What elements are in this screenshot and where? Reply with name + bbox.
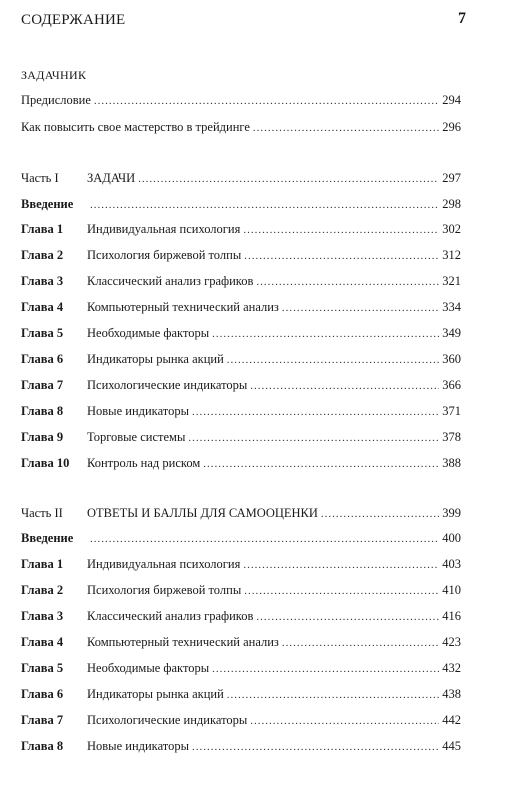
- toc-part-1-chapter[interactable]: [21, 248, 461, 264]
- chapter-page: 423: [442, 635, 461, 649]
- chapter-label: Глава 6: [21, 687, 64, 701]
- chapter-title: Индикаторы рынка акций: [87, 352, 224, 366]
- chapter-label: Глава 2: [21, 583, 64, 597]
- chapter-page: 410: [442, 583, 461, 597]
- part-title: ОТВЕТЫ И БАЛЛЫ ДЛЯ САМООЦЕНКИ: [87, 506, 318, 520]
- dot-leader: [321, 508, 439, 520]
- chapter-page: 360: [442, 352, 461, 366]
- toc-entry-title: Предисловие: [21, 93, 91, 107]
- chapter-title: Классический анализ графиков: [87, 609, 254, 623]
- chapter-label: Глава 2: [21, 248, 64, 262]
- chapter-title: Индивидуальная психология: [87, 557, 241, 571]
- chapter-page: 438: [442, 687, 461, 701]
- section-heading-zadachnik: ЗАДАЧНИК: [21, 68, 87, 82]
- dot-leader: [227, 354, 439, 366]
- dot-leader: [212, 328, 439, 340]
- chapter-title: Индикаторы рынка акций: [87, 687, 224, 701]
- toc-part-1-chapter[interactable]: [21, 300, 461, 316]
- toc-part-2-chapter[interactable]: [21, 687, 461, 703]
- toc-part-1-chapter[interactable]: [21, 274, 461, 290]
- dot-leader: [188, 432, 439, 444]
- dot-leader: [250, 380, 439, 392]
- chapter-page: 388: [442, 456, 461, 470]
- chapter-label: Глава 4: [21, 635, 64, 649]
- chapter-page: 445: [442, 739, 461, 753]
- dot-leader: [243, 224, 439, 236]
- chapter-title: Необходимые факторы: [87, 326, 210, 340]
- toc-part-1[interactable]: [21, 171, 461, 187]
- chapter-page: 442: [442, 713, 461, 727]
- toc-part-2-intro[interactable]: [21, 531, 461, 547]
- toc-entry-page: 296: [442, 120, 461, 134]
- chapter-page: 366: [442, 378, 461, 392]
- chapter-label: Глава 7: [21, 378, 64, 392]
- dot-leader: [138, 173, 439, 185]
- chapter-label: Глава 9: [21, 430, 64, 444]
- chapter-label: Глава 1: [21, 557, 64, 571]
- toc-part-1-intro[interactable]: [21, 197, 461, 213]
- toc-entry-mastery[interactable]: [21, 120, 461, 136]
- part-page: 399: [442, 506, 461, 520]
- dot-leader: [244, 250, 439, 262]
- dot-leader: [253, 122, 439, 134]
- dot-leader: [282, 302, 439, 314]
- chapter-page: 371: [442, 404, 461, 418]
- toc-entry-preface[interactable]: [21, 93, 461, 109]
- dot-leader: [94, 95, 439, 107]
- chapter-page: 334: [442, 300, 461, 314]
- toc-part-1-chapter[interactable]: [21, 222, 461, 238]
- chapter-label: Глава 6: [21, 352, 64, 366]
- chapter-title: Торговые системы: [87, 430, 186, 444]
- chapter-title: Классический анализ графиков: [87, 274, 254, 288]
- part-label: Часть I: [21, 171, 59, 185]
- chapter-page: 302: [442, 222, 461, 236]
- chapter-page: 312: [442, 248, 461, 262]
- part-label: Часть II: [21, 506, 63, 520]
- chapter-page: 403: [442, 557, 461, 571]
- toc-part-1-chapter[interactable]: [21, 378, 461, 394]
- dot-leader: [282, 637, 439, 649]
- toc-part-2-chapter[interactable]: [21, 583, 461, 599]
- dot-leader: [90, 199, 439, 211]
- chapter-label: Глава 1: [21, 222, 64, 236]
- dot-leader: [192, 741, 439, 753]
- chapter-label: Глава 5: [21, 326, 64, 340]
- chapter-label: Глава 3: [21, 609, 64, 623]
- chapter-label: Глава 10: [21, 456, 70, 470]
- chapter-title: Психология биржевой толпы: [87, 248, 242, 262]
- toc-part-1-chapter[interactable]: [21, 456, 461, 472]
- intro-page: 400: [442, 531, 461, 545]
- chapter-page: 432: [442, 661, 461, 675]
- running-header-page-number: 7: [458, 10, 466, 27]
- chapter-page: 416: [442, 609, 461, 623]
- toc-part-2-chapter[interactable]: [21, 557, 461, 573]
- toc-part-2[interactable]: [21, 506, 461, 522]
- toc-part-2-chapter[interactable]: [21, 635, 461, 651]
- dot-leader: [192, 406, 439, 418]
- dot-leader: [243, 559, 439, 571]
- intro-label: Введение: [21, 531, 74, 545]
- toc-entry-title: Как повысить свое мастерство в трейдинге: [21, 120, 250, 134]
- toc-part-1-chapter[interactable]: [21, 430, 461, 446]
- toc-part-2-chapter[interactable]: [21, 713, 461, 729]
- chapter-label: Глава 3: [21, 274, 64, 288]
- toc-entry-page: 294: [442, 93, 461, 107]
- toc-part-1-chapter[interactable]: [21, 352, 461, 368]
- toc-part-1-chapter[interactable]: [21, 326, 461, 342]
- chapter-label: Глава 8: [21, 739, 64, 753]
- chapter-page: 349: [442, 326, 461, 340]
- dot-leader: [256, 276, 439, 288]
- dot-leader: [256, 611, 439, 623]
- part-title: ЗАДАЧИ: [87, 171, 136, 185]
- chapter-label: Глава 4: [21, 300, 64, 314]
- dot-leader: [90, 533, 439, 545]
- dot-leader: [203, 458, 439, 470]
- chapter-title: Контроль над риском: [87, 456, 201, 470]
- toc-part-2-chapter[interactable]: [21, 739, 461, 755]
- chapter-title: Необходимые факторы: [87, 661, 210, 675]
- intro-page: 298: [442, 197, 461, 211]
- chapter-title: Новые индикаторы: [87, 739, 189, 753]
- dot-leader: [212, 663, 439, 675]
- chapter-label: Глава 7: [21, 713, 64, 727]
- chapter-title: Компьютерный технический анализ: [87, 635, 279, 649]
- dot-leader: [250, 715, 439, 727]
- chapter-title: Компьютерный технический анализ: [87, 300, 279, 314]
- toc-part-2-chapter[interactable]: [21, 609, 461, 625]
- dot-leader: [244, 585, 439, 597]
- running-header-title: СОДЕРЖАНИЕ: [21, 12, 126, 28]
- intro-label: Введение: [21, 197, 74, 211]
- chapter-label: Глава 5: [21, 661, 64, 675]
- toc-part-2-chapter[interactable]: [21, 661, 461, 677]
- dot-leader: [227, 689, 439, 701]
- chapter-title: Психологические индикаторы: [87, 378, 248, 392]
- chapter-title: Индивидуальная психология: [87, 222, 241, 236]
- chapter-page: 378: [442, 430, 461, 444]
- chapter-title: Новые индикаторы: [87, 404, 189, 418]
- chapter-label: Глава 8: [21, 404, 64, 418]
- part-page: 297: [442, 171, 461, 185]
- chapter-title: Психология биржевой толпы: [87, 583, 242, 597]
- chapter-title: Психологические индикаторы: [87, 713, 248, 727]
- chapter-page: 321: [442, 274, 461, 288]
- toc-part-1-chapter[interactable]: [21, 404, 461, 420]
